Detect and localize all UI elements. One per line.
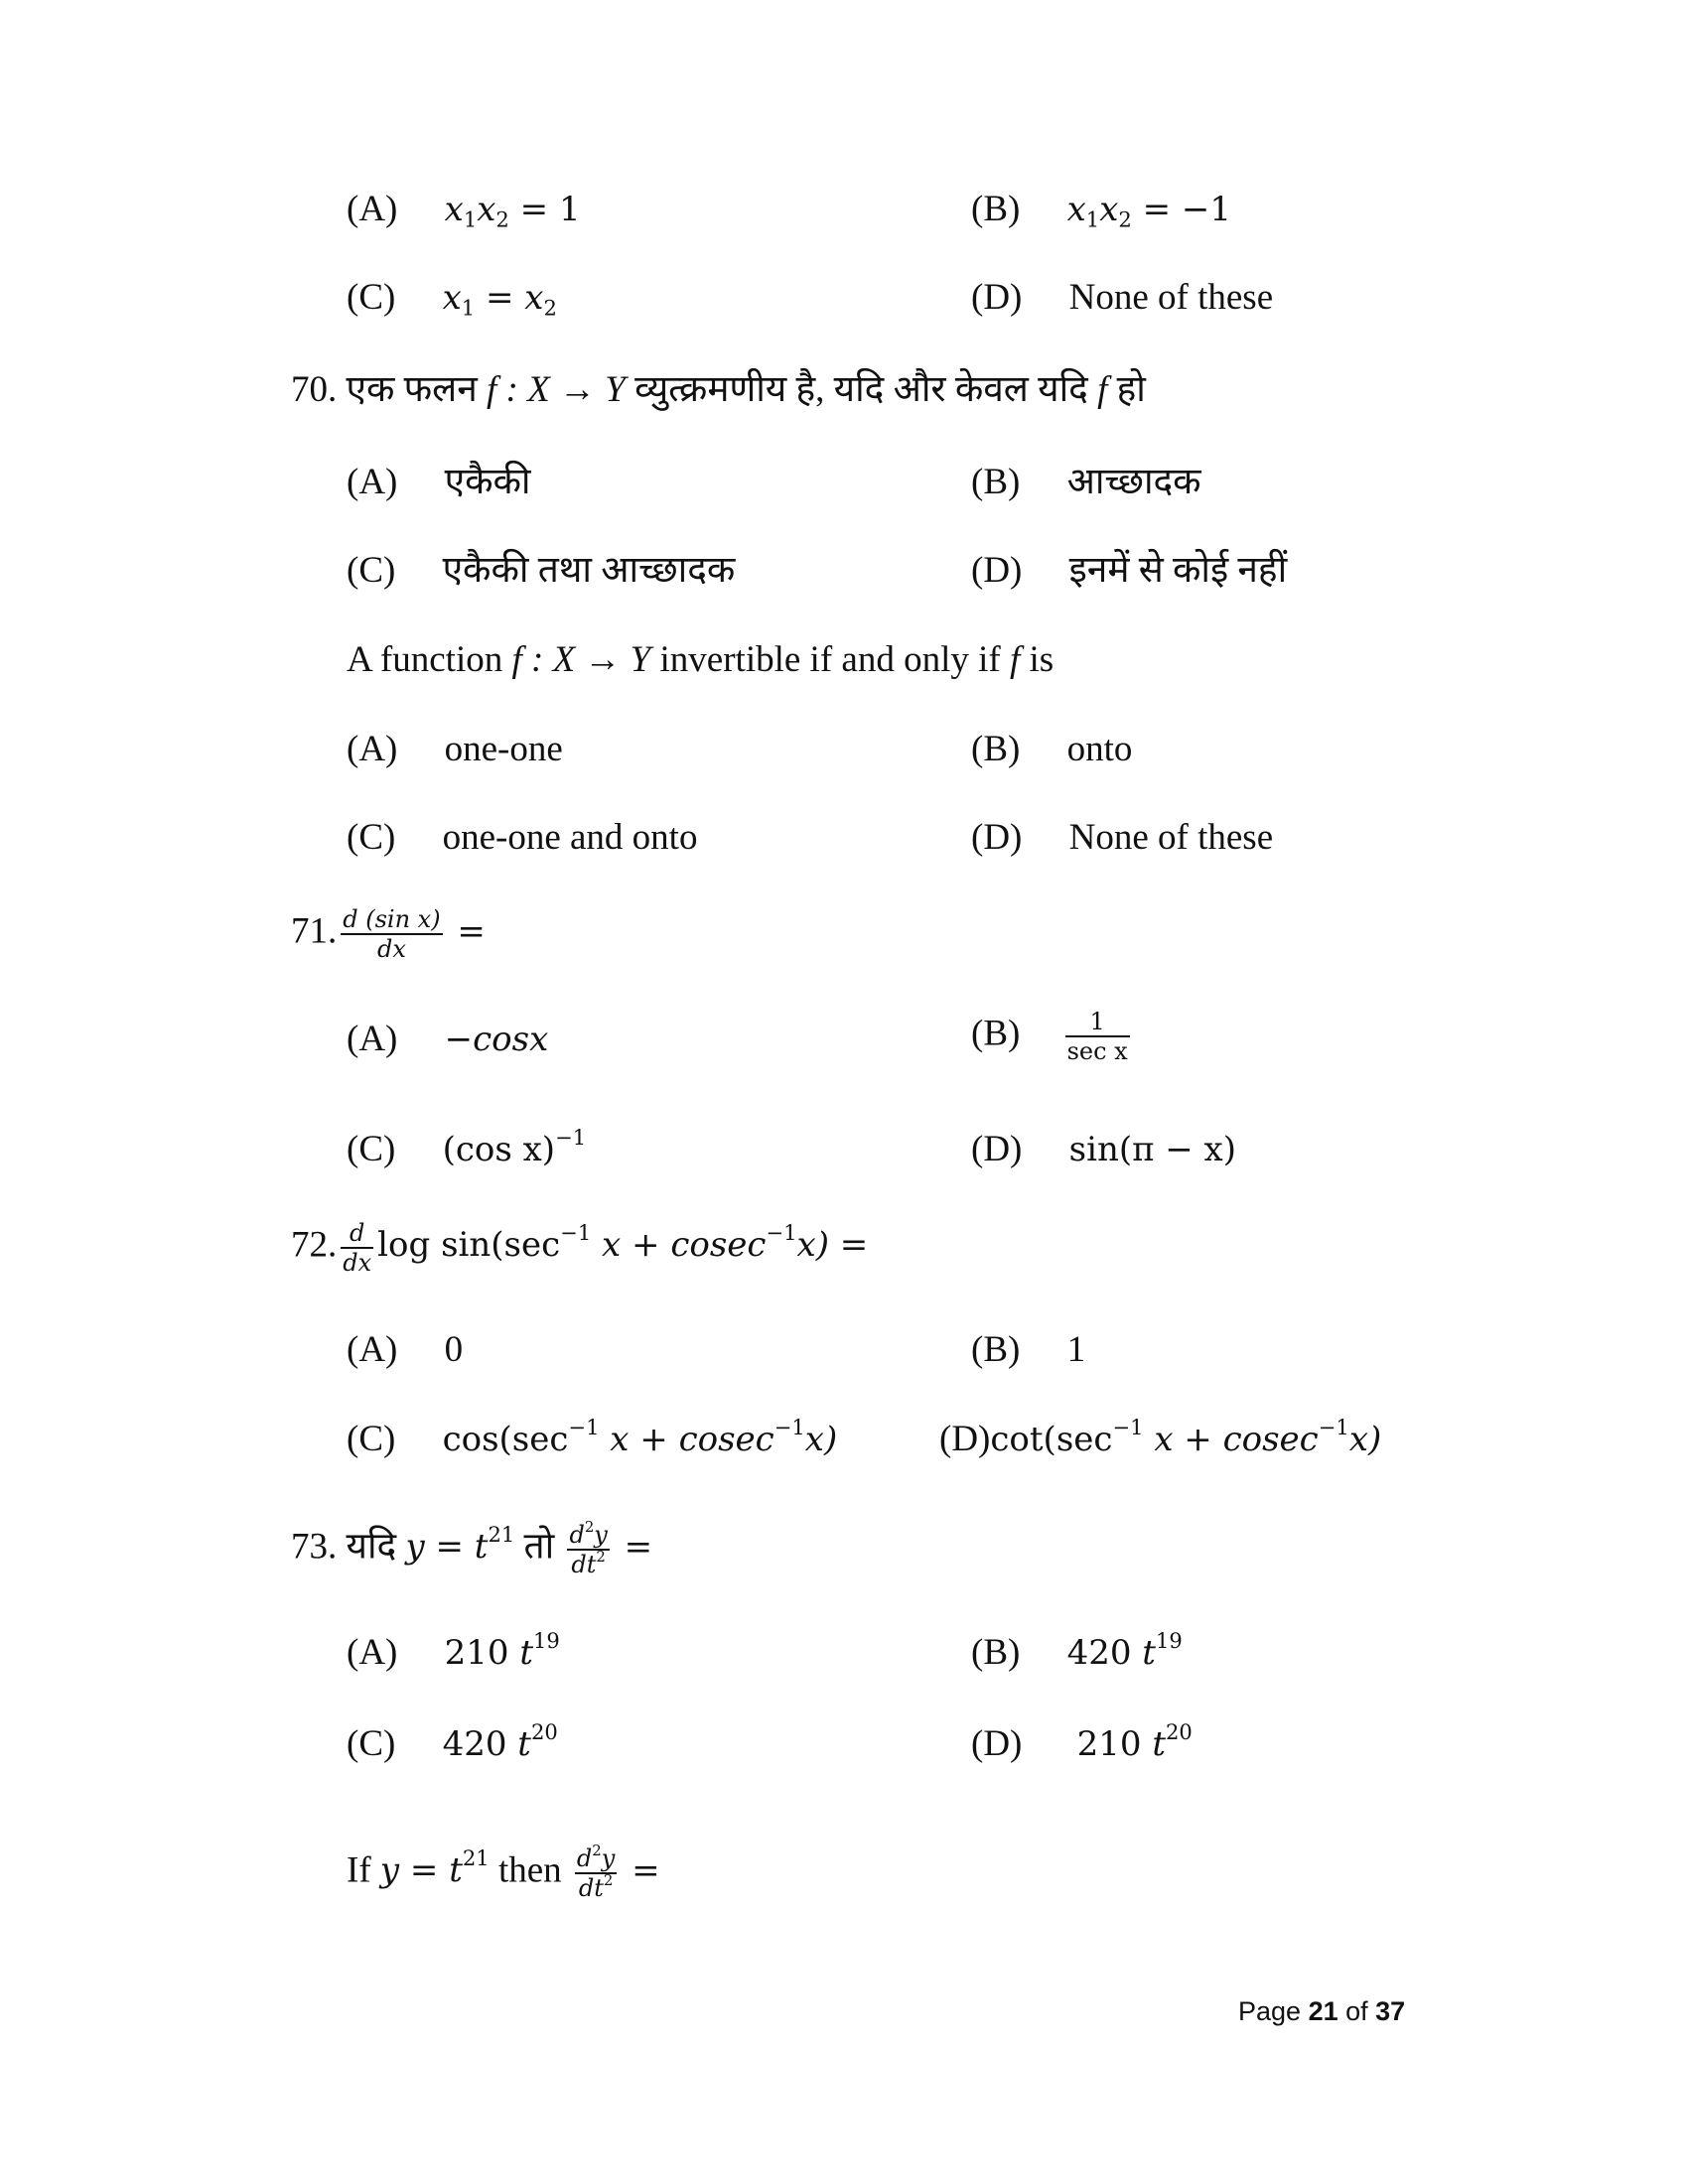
q72-option-d: $(D)\cot(\sec^{-1}$ x + cosec$^{-1}$x) — [939, 1415, 1382, 1459]
second-derivative-fraction: $\frac{d^2y}{dt^2}$ — [569, 1517, 608, 1578]
q69-option-a — [347, 188, 581, 231]
option-label: (A) — [347, 189, 398, 229]
q73-option-b: (B) 420 $t^{19}$ — [971, 1628, 1183, 1673]
question-number: 73. — [291, 1526, 338, 1568]
option-text: $x_1x_2 = -1$ — [1066, 190, 1232, 232]
question-number: 72. — [291, 1224, 338, 1266]
q72-option-c: (C) $\cos(\sec^{-1}$ x + cosec$^{-1}$x) — [347, 1415, 838, 1459]
q70-question-hindi: 70. एक फलन f : X → Y व्युत्क्रमणीय है, यदि और केवल यदि f हो — [291, 369, 1146, 410]
q71-question: 71. $\frac{\text{d (sin x)}}{dx}$ = — [291, 905, 486, 963]
q70-english-option-a: (A) one-one — [347, 729, 563, 769]
q70-hindi-option-d: (D) इनमें से कोई नहीं — [971, 550, 1288, 591]
q73-question-english: If $y = t^{21}$ then $\frac{d^2y}{dt^2}$ = — [347, 1841, 660, 1902]
option-label: (D) — [971, 277, 1023, 318]
q70-hindi-option-c: (C) एकैकी तथा आच्छादक — [347, 550, 736, 591]
q69-option-d — [971, 276, 1273, 320]
option-text: None of these — [1068, 277, 1274, 318]
page-number-footer: Page 21 of 37 — [1238, 1996, 1406, 2026]
q72-option-a: (A) 0 — [347, 1329, 464, 1370]
q70-english-option-d: (D) None of these — [971, 817, 1274, 858]
question-number: 70. — [291, 369, 338, 410]
option-label: (C) — [347, 277, 396, 318]
q71-option-a: (A) −cosx — [347, 1019, 549, 1059]
q69-option-b — [971, 188, 1231, 231]
q73-option-d: (D) 210 $t^{20}$ — [971, 1719, 1193, 1764]
option-label: (B) — [971, 189, 1021, 229]
q72-question: 72. $\frac{d}{dx}$ $\log \sin(\sec^{-1}$ x + cosec$^{-1}$x) = — [291, 1219, 869, 1277]
option-text: $x_1 = x_2$ — [442, 278, 557, 321]
derivative-fraction: $\frac{\text{d (sin x)}}{dx}$ — [343, 905, 441, 963]
q70-hindi-option-b: (B) आच्छादक — [971, 462, 1201, 502]
q71-option-c: (C) (cos x)$^{-1}$ — [347, 1125, 587, 1169]
question-number: 71. — [291, 910, 338, 952]
q69-option-c — [347, 276, 557, 320]
q70-english-option-c: (C) one-one and onto — [347, 817, 698, 858]
q73-option-a: (A) 210 $t^{19}$ — [347, 1628, 560, 1673]
q71-option-b: (B) $\frac{1}{\text{sec x}}$ — [971, 1008, 1128, 1065]
current-page: 21 — [1308, 1996, 1338, 2026]
q70-english-option-b: (B) onto — [971, 729, 1133, 769]
q73-question-hindi: 73. यदि $y = t^{21}$ तो $\frac{d^2y}{dt^2}$ = — [291, 1517, 653, 1578]
q70-question-english: A function f : X → Y invertible if and only if f is — [347, 639, 1055, 680]
q70-hindi-option-a: (A) एकैकी — [347, 462, 531, 502]
q73-option-c: (C) 420 $t^{20}$ — [347, 1719, 558, 1764]
derivative-operator: $\frac{d}{dx}$ — [343, 1219, 372, 1277]
q71-option-d: (D) sin(π − x) — [971, 1129, 1236, 1169]
total-pages: 37 — [1375, 1996, 1406, 2026]
q72-option-b: (B) 1 — [971, 1329, 1086, 1370]
option-text: $x_1x_2 = 1$ — [444, 190, 581, 232]
